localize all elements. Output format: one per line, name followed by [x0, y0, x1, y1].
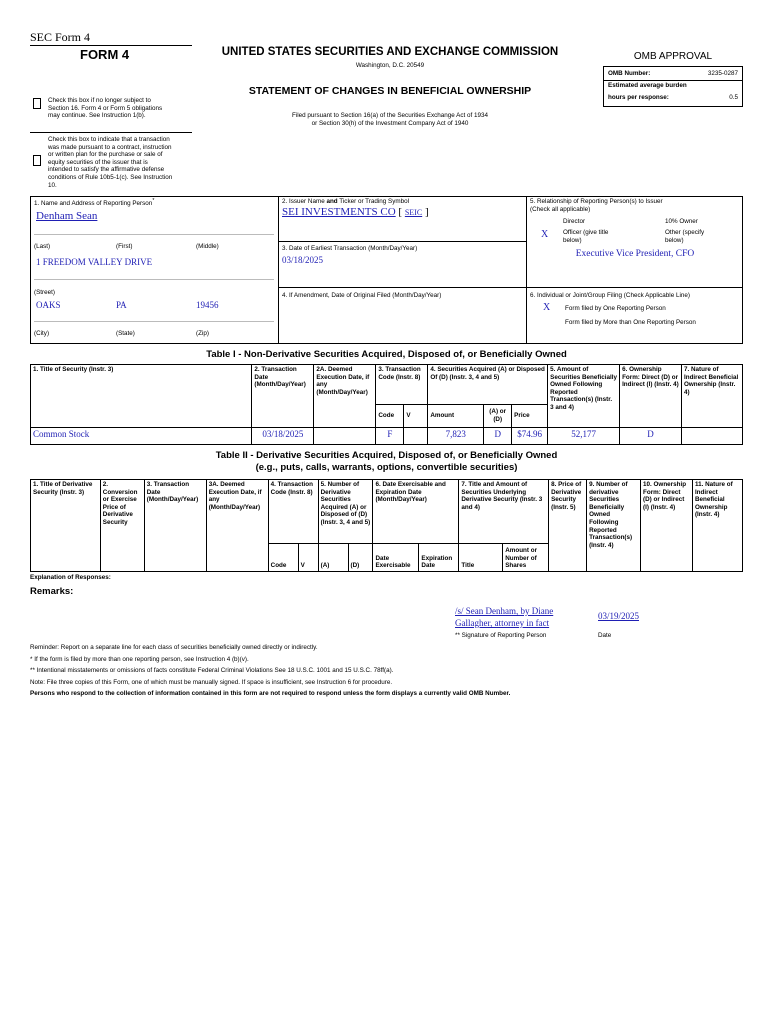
box1-label: 1. Name and Address of Reporting Person* — [34, 198, 155, 208]
instruction-note: * If the form is filed by more than one reporting person, see Instruction 4 (b)(v). — [30, 656, 249, 663]
box6-label: 6. Individual or Joint/Group Filing (Check Applicable Line) — [530, 292, 690, 299]
t1-h6: 6. Ownership Form: Direct (D) or Indirect (I) (Instr. 4) — [620, 365, 682, 428]
t2-h6: 6. Date Exercisable and Expiration Date (Month/Day/Year) — [373, 480, 459, 544]
remarks-label: Remarks: — [30, 586, 74, 597]
t1-sub-amount: Amount — [428, 405, 484, 428]
table2 — [30, 479, 743, 572]
omb-number-value: 3235-0287 — [707, 70, 738, 77]
t2-h3a: 3A. Deemed Execution Date, if any (Month/Day/Year) — [206, 480, 268, 572]
earliest-transaction-date: 03/18/2025 — [282, 255, 324, 265]
filed-pursuant-1: Filed pursuant to Section 16(a) of the Securities Exchange Act of 1934 — [291, 112, 489, 119]
t1-h4: 4. Securities Acquired (A) or Disposed Of (D) (Instr. 3, 4 and 5) — [428, 365, 548, 405]
t2-h5: 5. Number of Derivative Securities Acquired (A) or Disposed of (D) (Instr. 3, 4 and 5) — [318, 480, 373, 544]
t2-h1: 1. Title of Derivative Security (Instr. 3) — [31, 480, 101, 572]
t2-h7: 7. Title and Amount of Securities Underlying Derivative Security (Instr. 3 and 4) — [459, 480, 549, 544]
t2-sub-v: V — [298, 544, 318, 572]
box4-label: 4. If Amendment, Date of Original Filed (Month/Day/Year) — [282, 292, 442, 299]
t2-sub-exercisable: Date Exercisable — [373, 544, 419, 572]
city-value: OAKS — [36, 300, 61, 310]
t1-h7: 7. Nature of Indirect Beneficial Ownership (Instr. 4) — [681, 365, 742, 428]
state-label: (State) — [116, 330, 135, 337]
header-divider — [30, 45, 192, 46]
t1-h3: 3. Transaction Code (Instr. 8) — [376, 365, 428, 405]
state-value: PA — [116, 300, 127, 310]
street-label: (Street) — [34, 289, 55, 296]
omb-box — [603, 66, 743, 107]
t2-h4: 4. Transaction Code (Instr. 8) — [268, 480, 318, 544]
t1-nature — [681, 428, 742, 445]
date-label: Date — [598, 632, 612, 639]
no-longer-subject-text: Check this box if no longer subject to Section 16. Form 4 or Form 5 obligations may continue. See Instruction 1(b). — [48, 97, 163, 120]
street-value: 1 FREEDOM VALLEY DRIVE — [36, 257, 153, 267]
box2-label: 2. Issuer Name and Ticker or Trading Symbol — [282, 198, 410, 205]
t1-price: $74.96 — [512, 428, 548, 445]
issuer-name-link[interactable]: SEI INVESTMENTS CO — [282, 206, 396, 218]
other-option-2: below) — [665, 237, 684, 244]
zip-label: (Zip) — [196, 330, 209, 337]
reporting-person-name[interactable]: Denham Sean — [36, 210, 98, 222]
officer-title: Executive Vice President, CFO — [575, 249, 695, 259]
omb-burden-label: Estimated average burden — [608, 82, 687, 89]
t2-h3: 3. Transaction Date (Month/Day/Year) — [144, 480, 206, 572]
reminder-note: Reminder: Report on a separate line for each class of securities beneficially owned directly or indirectly. — [30, 644, 318, 651]
t2-h9: 9. Number of derivative Securities Beneficially Owned Following Reported Transaction(s) (Instr. 4) — [587, 480, 641, 572]
t1-owned: 52,177 — [548, 428, 620, 445]
other-option-1: Other (specify — [665, 229, 705, 236]
box5-label-2: (Check all applicable) — [530, 206, 591, 213]
t1-sub-v: V — [404, 405, 428, 428]
t1-deemed-date — [314, 428, 376, 445]
t1-code: F — [376, 428, 404, 445]
officer-option-2: below) — [563, 237, 582, 244]
filed-pursuant-2: or Section 30(h) of the Investment Company Act of 1940 — [311, 120, 469, 127]
t1-h2: 2. Transaction Date (Month/Day/Year) — [252, 365, 314, 428]
t1-ownership-form: D — [620, 428, 682, 445]
table2-title-2: (e.g., puts, calls, warrants, options, convertible securities) — [255, 462, 518, 473]
rule-10b5-1-text: Check this box to indicate that a transaction was made pursuant to a contract, instruction or written plan for the purchase or sale of equity securities of the issuer that is intended to satisfy the affirmative defense conditions of Rule 10b5-1(c). See Instruction 10. — [48, 136, 173, 189]
more-person-option: Form filed by More than One Reporting Person — [565, 319, 696, 326]
ticker-link[interactable]: SEIC — [404, 208, 423, 217]
first-label: (First) — [116, 243, 133, 250]
t2-sub-title: Title — [459, 544, 503, 572]
rule-10b5-1-checkbox[interactable] — [33, 155, 41, 166]
t2-sub-amount: Amount or Number of Shares — [503, 544, 549, 572]
t2-h11: 11. Nature of Indirect Beneficial Ownership (Instr. 4) — [692, 480, 742, 572]
t2-h8: 8. Price of Derivative Security (Instr. 5) — [549, 480, 587, 572]
form-title: FORM 4 — [80, 47, 130, 62]
t1-h5: 5. Amount of Securities Beneficially Owned Following Reported Transaction(s) (Instr. 3 and 4) — [548, 365, 620, 428]
sec-form-label: SEC Form 4 — [30, 30, 91, 44]
t1-amount: 7,823 — [428, 428, 484, 445]
t1-h1: 1. Title of Security (Instr. 3) — [31, 365, 252, 428]
t1-sub-aord: (A) or (D) — [484, 405, 512, 428]
signature[interactable]: /s/ Sean Denham, by Diane Gallagher, attorney in fact — [455, 606, 554, 628]
checkbox-divider — [30, 132, 192, 133]
t2-sub-d: (D) — [348, 544, 373, 572]
signature-label: ** Signature of Reporting Person — [455, 632, 547, 639]
agency-name: UNITED STATES SECURITIES AND EXCHANGE COMMISSION — [221, 46, 559, 58]
omb-number-label: OMB Number: — [608, 70, 651, 77]
one-person-option: Form filed by One Reporting Person — [565, 305, 666, 312]
signature-date: 03/19/2025 — [598, 611, 640, 621]
copies-note: Note: File three copies of this Form, one of which must be manually signed. If space is insufficient, see Instruction 6 for procedure. — [30, 679, 393, 686]
one-person-mark: X — [543, 302, 551, 313]
t2-sub-expiration: Expiration Date — [419, 544, 459, 572]
violation-note: ** Intentional misstatements or omissions of facts constitute Federal Criminal Violations See 18 U.S.C. 1001 and 15 U.S.C. 78ff(a). — [30, 667, 394, 674]
middle-label: (Middle) — [196, 243, 219, 250]
officer-option-1: Officer (give title — [563, 229, 609, 236]
t1-sub-code: Code — [376, 405, 404, 428]
t2-h10: 10. Ownership Form: Direct (D) or Indirect (I) (Instr. 4) — [641, 480, 693, 572]
table1 — [30, 364, 743, 445]
last-label: (Last) — [34, 243, 51, 250]
explanation-label: Explanation of Responses: — [30, 574, 111, 581]
t1-aord: D — [484, 428, 512, 445]
agency-location: Washington, D.C. 20549 — [355, 62, 425, 69]
table1-title: Table I - Non-Derivative Securities Acquired, Disposed of, or Beneficially Owned — [206, 349, 567, 360]
t2-sub-code: Code — [268, 544, 298, 572]
table2-title-1: Table II - Derivative Securities Acquired, Disposed of, or Beneficially Owned — [215, 450, 558, 461]
city-label: (City) — [34, 330, 50, 337]
box5-label-1: 5. Relationship of Reporting Person(s) to Issuer — [530, 198, 663, 205]
box3-label: 3. Date of Earliest Transaction (Month/Day/Year) — [282, 245, 418, 252]
zip-value: 19456 — [196, 300, 219, 310]
omb-title: OMB APPROVAL — [633, 51, 713, 62]
t2-sub-a: (A) — [318, 544, 348, 572]
t1-security-title: Common Stock — [31, 428, 252, 445]
t1-transaction-date: 03/18/2025 — [252, 428, 314, 445]
t1-v — [404, 428, 428, 445]
omb-hours-label: hours per response: — [608, 94, 669, 101]
director-option: Director — [563, 218, 586, 225]
ten-percent-option: 10% Owner — [665, 218, 698, 225]
table-row — [31, 428, 743, 445]
no-longer-subject-checkbox[interactable] — [33, 98, 41, 109]
omb-hours-value: 0.5 — [729, 94, 738, 101]
t1-sub-price: Price — [512, 405, 548, 428]
statement-title: STATEMENT OF CHANGES IN BENEFICIAL OWNERSHIP — [248, 85, 532, 97]
omb-note: Persons who respond to the collection of information contained in this form are not required to respond unless the form displays a currently valid OMB Number. — [30, 690, 511, 697]
issuer-name-ticker: SEI INVESTMENTS CO [ SEIC ] — [282, 206, 429, 218]
t2-h2: 2. Conversion or Exercise Price of Derivative Security — [100, 480, 144, 572]
t1-h2a: 2A. Deemed Execution Date, if any (Month/Day/Year) — [314, 365, 376, 428]
officer-mark: X — [541, 229, 549, 240]
